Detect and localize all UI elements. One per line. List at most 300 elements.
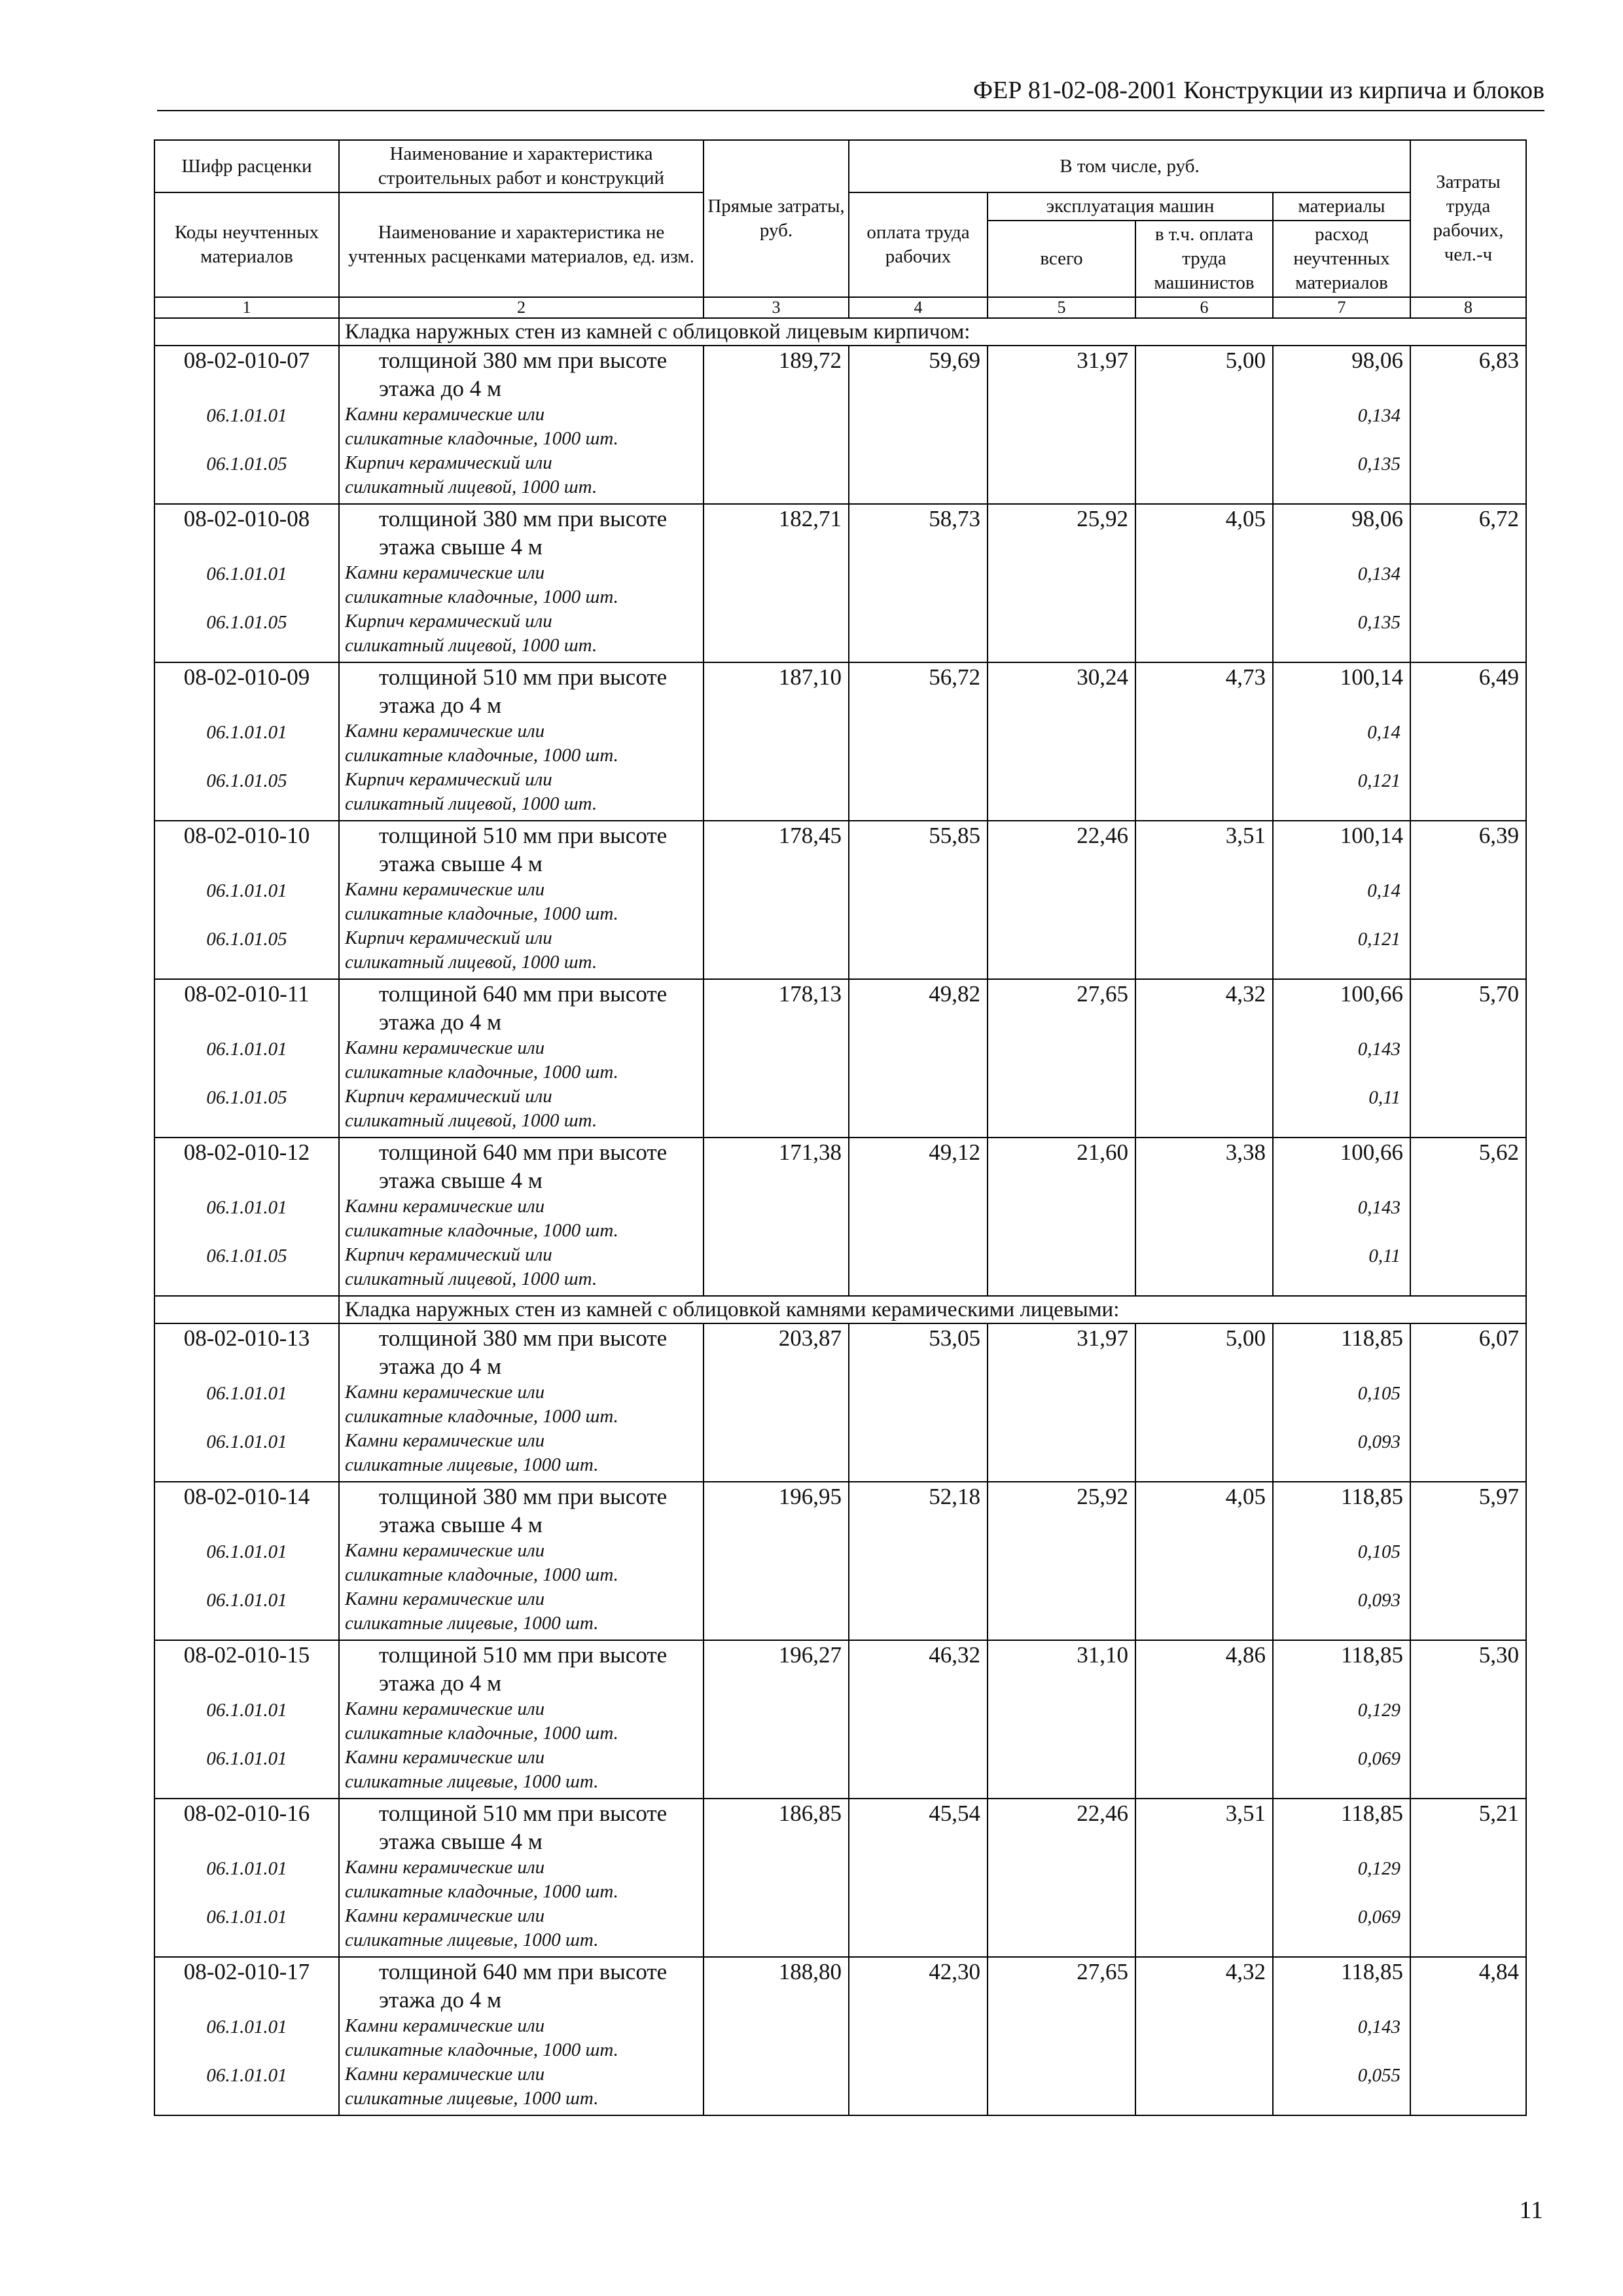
rate-code: 08-02-010-13 [154,1323,339,1380]
material-name [339,1036,704,1085]
empty-cell [1410,1194,1526,1243]
rate-mat: 100,66 [1273,979,1410,1036]
empty-cell [849,561,988,609]
material-code: 06.1.01.05 [154,1085,339,1138]
rate-name [339,821,704,878]
empty-cell [1135,1539,1273,1587]
empty-cell [988,609,1135,662]
empty-cell [1410,1539,1526,1587]
rate-code: 08-02-010-11 [154,979,339,1036]
rate-labor: 45,54 [849,1799,988,1856]
rate-mach-pay: 4,05 [1135,504,1273,561]
material-name [339,1587,704,1640]
material-name-line: Камни керамические или [345,1430,545,1451]
empty-cell [988,2062,1135,2115]
material-name-line: силикатный лицевой, 1000 шт. [345,476,597,497]
empty-cell [1410,2014,1526,2062]
empty-cell [1135,768,1273,821]
material-qty: 0,093 [1273,1587,1410,1640]
empty-cell [849,609,988,662]
material-code: 06.1.01.01 [154,1587,339,1640]
empty-cell [1410,1429,1526,1482]
material-name-line: силикатные кладочные, 1000 шт. [345,1062,618,1083]
rate-hours: 5,21 [1410,1799,1526,1856]
rate-name-line: толщиной 380 мм при высоте [379,506,668,531]
material-name-line: силикатные кладочные, 1000 шт. [345,1406,618,1427]
empty-cell [849,403,988,451]
empty-cell [1135,1587,1273,1640]
column-number: 1 [154,297,339,318]
material-name-line: Камни керамические или [345,1540,545,1561]
rate-row [154,1138,1526,1194]
rate-direct: 188,80 [704,1957,849,2014]
empty-cell [704,2062,849,2115]
rate-mat: 98,06 [1273,504,1410,561]
material-name [339,1085,704,1138]
column-number: 5 [988,297,1135,318]
empty-cell [1135,2062,1273,2115]
rate-code: 08-02-010-09 [154,662,339,719]
empty-cell [1135,1194,1273,1243]
material-name [339,2062,704,2115]
empty-cell [1410,926,1526,979]
material-name-line: Кирпич керамический или [345,1244,552,1265]
material-name-line: Камни керамические или [345,879,545,900]
material-name-line: силикатные кладочные, 1000 шт. [345,903,618,924]
material-code: 06.1.01.05 [154,768,339,821]
rate-hours: 5,62 [1410,1138,1526,1194]
empty-cell [704,1194,849,1243]
rate-mach: 21,60 [988,1138,1135,1194]
rate-direct: 196,27 [704,1640,849,1697]
section-title-row [154,1296,1526,1323]
material-name-line: Кирпич керамический или [345,452,552,473]
material-name [339,561,704,609]
rate-mat: 98,06 [1273,346,1410,403]
empty-cell [849,451,988,504]
rate-name-line: этажа до 4 м [379,1354,502,1379]
material-qty: 0,105 [1273,1539,1410,1587]
material-row [154,561,1526,609]
material-name-line: Камни керамические или [345,1698,545,1719]
column-number: 4 [849,297,988,318]
material-row [154,1587,1526,1640]
empty-cell [704,1697,849,1746]
empty-cell [1410,1697,1526,1746]
material-name [339,1539,704,1587]
empty-cell [849,1697,988,1746]
rate-mat: 118,85 [1273,1957,1410,2014]
material-name-line: силикатные кладочные, 1000 шт. [345,2039,618,2060]
empty-cell [988,1539,1135,1587]
material-qty: 0,134 [1273,403,1410,451]
empty-cell [849,2062,988,2115]
material-name [339,2014,704,2062]
empty-cell [704,1587,849,1640]
rate-name [339,1482,704,1539]
rate-direct: 186,85 [704,1799,849,1856]
empty-cell [988,926,1135,979]
empty-cell [1135,1856,1273,1904]
rate-row [154,1323,1526,1380]
empty-cell [1410,1380,1526,1429]
material-code: 06.1.01.01 [154,1036,339,1085]
table-header [154,140,1526,318]
material-qty: 0,143 [1273,1194,1410,1243]
rate-direct: 178,13 [704,979,849,1036]
material-name-line: силикатные лицевые, 1000 шт. [345,1929,599,1950]
column-number: 3 [704,297,849,318]
empty-cell [988,719,1135,768]
empty-cell [849,1539,988,1587]
empty-cell [1135,1746,1273,1799]
rate-row [154,1799,1526,1856]
rate-direct: 189,72 [704,346,849,403]
empty-cell [988,1697,1135,1746]
empty-cell [704,1746,849,1799]
material-name [339,1697,704,1746]
material-name [339,403,704,451]
material-qty: 0,143 [1273,1036,1410,1085]
rate-name [339,1640,704,1697]
material-code: 06.1.01.01 [154,403,339,451]
rate-mach-pay: 4,32 [1135,979,1273,1036]
empty-cell [704,2014,849,2062]
rate-name-line: этажа до 4 м [379,1670,502,1696]
empty-cell [1410,1904,1526,1957]
rate-mat: 100,14 [1273,821,1410,878]
rate-name-line: толщиной 510 мм при высоте [379,1642,668,1668]
rate-mach-pay: 4,32 [1135,1957,1273,2014]
material-name [339,1746,704,1799]
rate-hours: 6,72 [1410,504,1526,561]
rate-hours: 6,49 [1410,662,1526,719]
rate-mach-pay: 5,00 [1135,346,1273,403]
empty-cell [988,451,1135,504]
header-direct: Прямые затраты, руб. [704,140,849,297]
rate-code: 08-02-010-12 [154,1138,339,1194]
rate-row [154,1640,1526,1697]
material-row [154,1697,1526,1746]
material-qty: 0,105 [1273,1380,1410,1429]
section-title: Кладка наружных стен из камней с облицовкой камнями керамическими лицевыми: [339,1296,1526,1323]
rate-code: 08-02-010-10 [154,821,339,878]
header-unaccounted-codes: Коды неучтенных материалов [154,192,339,297]
material-name-line: силикатные кладочные, 1000 шт. [345,1881,618,1902]
empty-cell [988,1036,1135,1085]
empty-cell [988,1429,1135,1482]
empty-cell [704,561,849,609]
material-code: 06.1.01.01 [154,1697,339,1746]
rate-direct: 171,38 [704,1138,849,1194]
material-qty: 0,093 [1273,1429,1410,1482]
rate-mach-pay: 4,05 [1135,1482,1273,1539]
rate-labor: 55,85 [849,821,988,878]
rate-hours: 6,07 [1410,1323,1526,1380]
material-code: 06.1.01.05 [154,609,339,662]
rate-labor: 53,05 [849,1323,988,1380]
material-name [339,1856,704,1904]
rate-direct: 178,45 [704,821,849,878]
material-qty: 0,129 [1273,1697,1410,1746]
rate-name-line: этажа свыше 4 м [379,1512,543,1537]
empty-cell [704,1904,849,1957]
rate-labor: 56,72 [849,662,988,719]
rate-name [339,662,704,719]
rate-mat: 118,85 [1273,1482,1410,1539]
rate-name-line: толщиной 640 мм при высоте [379,1139,668,1165]
empty-cell [988,1085,1135,1138]
rate-hours: 4,84 [1410,1957,1526,2014]
rate-mach: 22,46 [988,821,1135,878]
rate-hours: 5,70 [1410,979,1526,1036]
rate-labor: 46,32 [849,1640,988,1697]
empty-cell [988,768,1135,821]
material-name-line: силикатный лицевой, 1000 шт. [345,1110,597,1131]
empty-cell [1410,1036,1526,1085]
material-qty: 0,135 [1273,609,1410,662]
rate-mat: 118,85 [1273,1323,1410,1380]
header-unaccounted-names: Наименование и характеристика не учтенных расценками материалов, ед. изм. [339,192,704,297]
material-row [154,451,1526,504]
rate-mach-pay: 3,51 [1135,821,1273,878]
material-name [339,719,704,768]
material-name-line: Камни керамические или [345,1905,545,1926]
material-qty: 0,14 [1273,719,1410,768]
rate-labor: 58,73 [849,504,988,561]
empty-cell [1135,878,1273,926]
material-qty: 0,135 [1273,451,1410,504]
rate-name-line: толщиной 640 мм при высоте [379,1959,668,1984]
rate-mat: 100,66 [1273,1138,1410,1194]
material-qty: 0,14 [1273,878,1410,926]
rate-hours: 5,97 [1410,1482,1526,1539]
empty-cell [849,1380,988,1429]
rate-name [339,504,704,561]
rate-name [339,1138,704,1194]
material-name-line: Камни керамические или [345,1382,545,1403]
rate-name-line: толщиной 380 мм при высоте [379,348,668,373]
empty-cell [1410,1587,1526,1640]
header-materials-sub: расход неучтенных материалов [1273,221,1410,297]
material-name-line: Кирпич керамический или [345,1086,552,1107]
header-machines-total: всего [988,221,1135,297]
empty-cell [1135,1243,1273,1296]
rate-labor: 59,69 [849,346,988,403]
rate-mach: 27,65 [988,979,1135,1036]
rate-name-line: этажа свыше 4 м [379,534,543,560]
empty-cell [988,1243,1135,1296]
rate-name [339,979,704,1036]
material-row [154,878,1526,926]
material-qty: 0,069 [1273,1746,1410,1799]
rate-code: 08-02-010-08 [154,504,339,561]
empty-cell [849,1746,988,1799]
empty-cell [704,878,849,926]
material-name [339,768,704,821]
empty-cell [849,1856,988,1904]
rate-mach: 22,46 [988,1799,1135,1856]
empty-cell [1410,1085,1526,1138]
rate-mat: 118,85 [1273,1799,1410,1856]
empty-cell [1135,451,1273,504]
rate-mach-pay: 3,38 [1135,1138,1273,1194]
material-name-line: Кирпич керамический или [345,927,552,948]
material-row [154,768,1526,821]
material-name [339,1194,704,1243]
page-header [157,71,1544,111]
material-row [154,1194,1526,1243]
material-row [154,609,1526,662]
empty-cell [704,1085,849,1138]
material-code: 06.1.01.05 [154,926,339,979]
rate-name-line: толщиной 380 мм при высоте [379,1325,668,1351]
material-qty: 0,129 [1273,1856,1410,1904]
material-row [154,719,1526,768]
rate-direct: 187,10 [704,662,849,719]
material-name-line: Камни керамические или [345,2015,545,2036]
material-qty: 0,069 [1273,1904,1410,1957]
rate-name-line: этажа свыше 4 м [379,851,543,876]
empty-cell [988,1904,1135,1957]
column-number: 2 [339,297,704,318]
material-name [339,1380,704,1429]
material-row [154,1746,1526,1799]
rate-labor: 42,30 [849,1957,988,2014]
empty-cell [704,1243,849,1296]
empty-cell [704,1036,849,1085]
rate-name-line: толщиной 510 мм при высоте [379,1801,668,1826]
rate-hours: 6,39 [1410,821,1526,878]
material-row [154,403,1526,451]
material-name [339,451,704,504]
empty-cell [1135,1036,1273,1085]
empty-cell [849,2014,988,2062]
empty-cell [1410,1243,1526,1296]
material-code: 06.1.01.01 [154,1904,339,1957]
material-row [154,1856,1526,1904]
rate-mach-pay: 4,73 [1135,662,1273,719]
page-number: 11 [1519,2197,1543,2224]
rate-direct: 182,71 [704,504,849,561]
material-name [339,609,704,662]
rate-row [154,1482,1526,1539]
rate-mat: 100,14 [1273,662,1410,719]
empty-cell [704,609,849,662]
material-code: 06.1.01.01 [154,561,339,609]
material-name-line: силикатный лицевой, 1000 шт. [345,1268,597,1289]
material-qty: 0,134 [1273,561,1410,609]
column-number: 6 [1135,297,1273,318]
rate-name-line: толщиной 380 мм при высоте [379,1484,668,1509]
rate-mach: 31,97 [988,1323,1135,1380]
material-qty: 0,121 [1273,768,1410,821]
empty-cell [1135,1085,1273,1138]
material-code: 06.1.01.01 [154,1380,339,1429]
rate-name [339,1323,704,1380]
material-qty: 0,11 [1273,1243,1410,1296]
rate-labor: 49,12 [849,1138,988,1194]
empty-cell [849,1429,988,1482]
rate-name [339,1957,704,2014]
rate-name [339,346,704,403]
empty-cell [1135,926,1273,979]
rate-row [154,821,1526,878]
rate-mach: 31,97 [988,346,1135,403]
empty-cell [988,1746,1135,1799]
rate-mach: 27,65 [988,1957,1135,2014]
rate-name-line: этажа свыше 4 м [379,1168,543,1193]
material-name-line: силикатные кладочные, 1000 шт. [345,1564,618,1585]
empty-cell [1135,2014,1273,2062]
rate-name [339,1799,704,1856]
rate-name-line: этажа до 4 м [379,692,502,718]
empty-cell [988,2014,1135,2062]
rate-direct: 196,95 [704,1482,849,1539]
rate-row [154,662,1526,719]
material-code: 06.1.01.01 [154,1194,339,1243]
material-code: 06.1.01.01 [154,1429,339,1482]
empty-cell [1410,561,1526,609]
material-name-line: Кирпич керамический или [345,611,552,632]
material-row [154,1085,1526,1138]
material-row [154,2014,1526,2062]
material-name-line: силикатные кладочные, 1000 шт. [345,1723,618,1744]
material-name-line: Камни керамические или [345,1588,545,1609]
material-name-line: Кирпич керамический или [345,769,552,790]
material-name-line: силикатные кладочные, 1000 шт. [345,586,618,607]
header-labor-cost: Затраты труда рабочих, чел.-ч [1410,140,1526,297]
empty-cell [1410,719,1526,768]
material-name-line: силикатные лицевые, 1000 шт. [345,1613,599,1634]
material-name-line: силикатный лицевой, 1000 шт. [345,952,597,973]
material-row [154,1539,1526,1587]
rate-row [154,1957,1526,2014]
material-name-line: силикатный лицевой, 1000 шт. [345,635,597,656]
rate-code: 08-02-010-15 [154,1640,339,1697]
header-materials: материалы [1273,192,1410,221]
rate-name-line: этажа до 4 м [379,1009,502,1035]
empty-cell [1410,403,1526,451]
material-name [339,1243,704,1296]
material-name-line: Камни керамические или [345,1037,545,1058]
empty-cell [1135,609,1273,662]
material-name-line: Камни керамические или [345,721,545,742]
material-code: 06.1.01.01 [154,1746,339,1799]
material-code: 06.1.01.01 [154,1856,339,1904]
empty-cell [1135,561,1273,609]
material-row [154,1380,1526,1429]
empty-cell [988,403,1135,451]
empty-cell [849,1904,988,1957]
empty-cell [1135,1380,1273,1429]
rate-hours: 5,30 [1410,1640,1526,1697]
rate-labor: 49,82 [849,979,988,1036]
empty-cell [1410,609,1526,662]
material-name-line: силикатные лицевые, 1000 шт. [345,2088,599,2109]
empty-cell [849,1243,988,1296]
rate-mat: 118,85 [1273,1640,1410,1697]
section-spacer [154,1296,339,1323]
rate-mach-pay: 5,00 [1135,1323,1273,1380]
column-number: 8 [1410,297,1526,318]
material-code: 06.1.01.01 [154,719,339,768]
header-machines-pay: в т.ч. оплата труда машинистов [1135,221,1273,297]
material-name-line: силикатные кладочные, 1000 шт. [345,745,618,766]
rate-mach: 31,10 [988,1640,1135,1697]
material-code: 06.1.01.01 [154,2014,339,2062]
empty-cell [1410,1746,1526,1799]
